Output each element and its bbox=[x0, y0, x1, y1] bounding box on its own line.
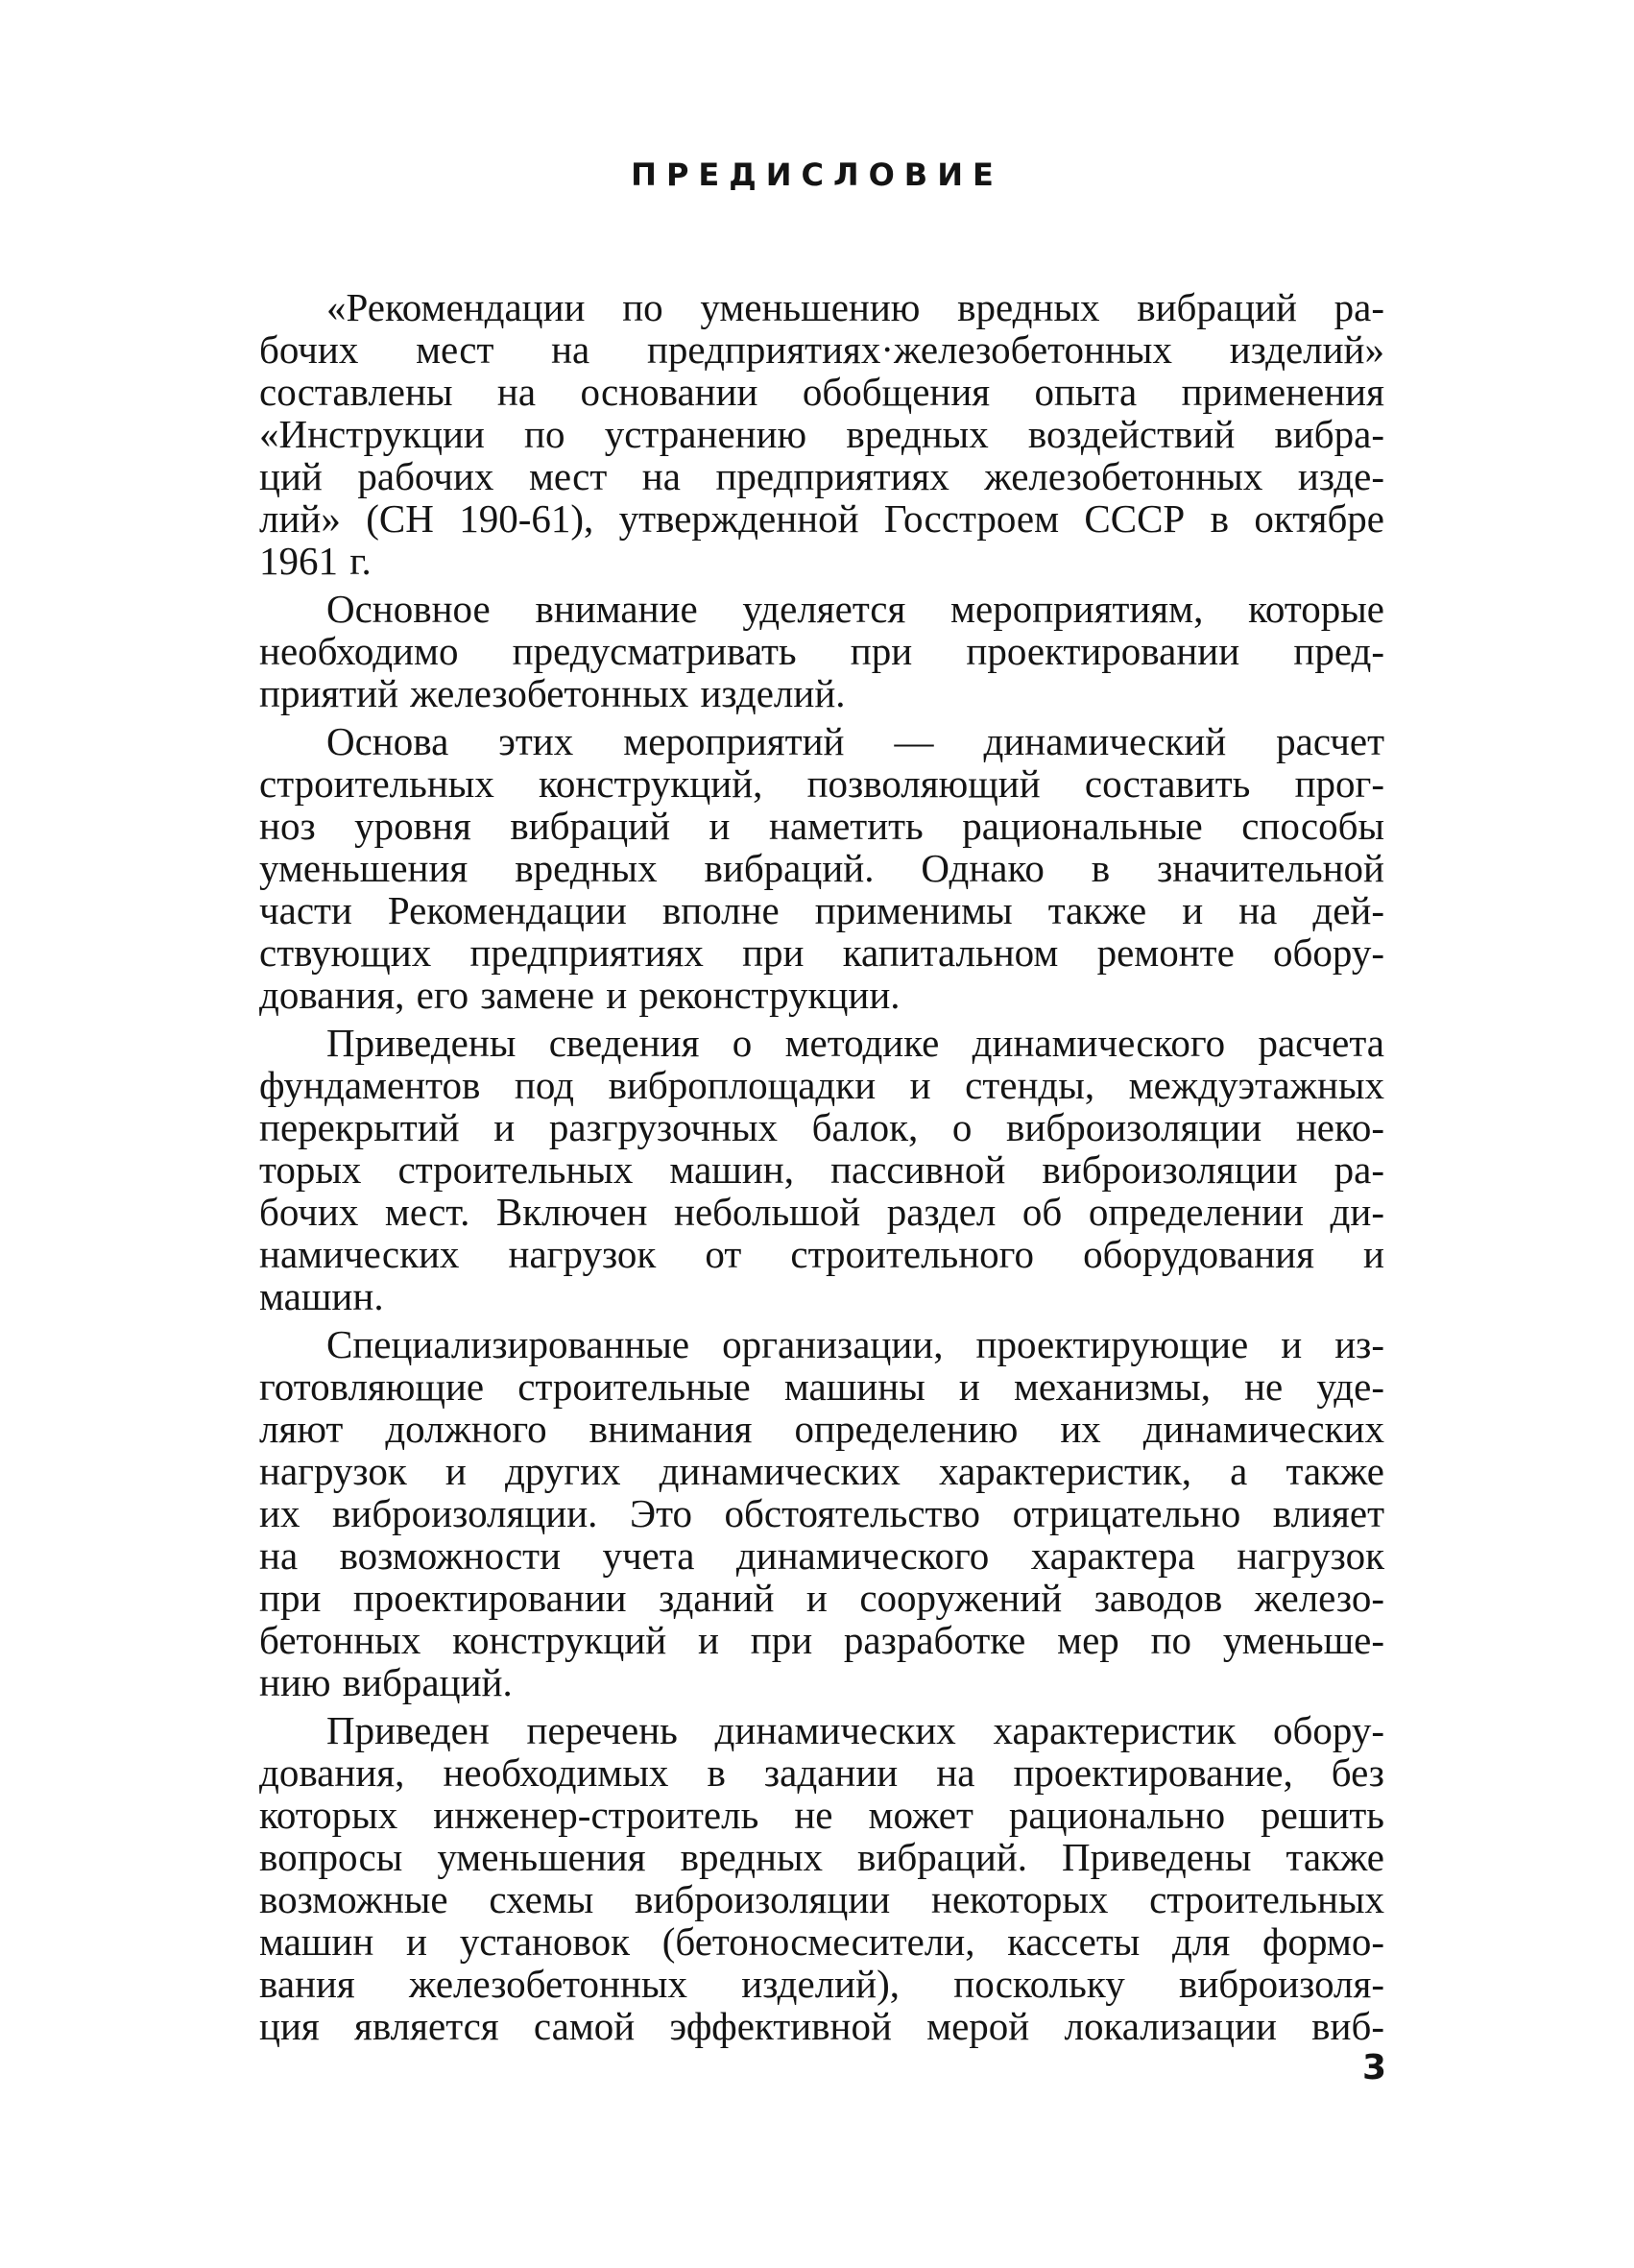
text-line: ляют должного внимания определению их динамических bbox=[259, 1407, 1384, 1451]
text-line: возможные схемы виброизоляции некоторых строительных bbox=[259, 1877, 1384, 1921]
text-line: строительных конструкций, позволяющий составить прог- bbox=[259, 761, 1384, 806]
text-line: нагрузок и других динамических характеристик, а также bbox=[259, 1449, 1384, 1493]
text-line: бочих мест на предприятиях·железобетонных изделий» bbox=[259, 327, 1384, 372]
text-line: Основа этих мероприятий — динамический расчет bbox=[326, 719, 1384, 763]
page-number: 3 bbox=[1361, 2048, 1386, 2087]
text-line: на возможности учета динамического характера нагрузок bbox=[259, 1533, 1384, 1578]
text-line: Основное внимание уделяется мероприятиям, которые bbox=[326, 587, 1384, 631]
paragraph bbox=[259, 286, 1384, 582]
text-line: которых инженер-строитель не может рационально решить bbox=[259, 1793, 1384, 1837]
text-line: дования, необходимых в задании на проектирование, без bbox=[259, 1750, 1384, 1795]
text-line: Приведены сведения о методике динамического расчета bbox=[326, 1021, 1384, 1065]
text-line: приятий железобетонных изделий. bbox=[259, 671, 846, 715]
text-line: Специализированные организации, проектирующие и из- bbox=[326, 1322, 1384, 1366]
text-line: «Рекомендации по уменьшению вредных вибраций ра- bbox=[326, 285, 1384, 329]
text-line: вания железобетонных изделий), поскольку виброизоля- bbox=[259, 1962, 1384, 2006]
text-line: ций рабочих мест на предприятиях железобетонных изде- bbox=[259, 454, 1384, 498]
text-line: ствующих предприятиях при капитальном ремонте обору- bbox=[259, 930, 1384, 975]
text-line: перекрытий и разгрузочных балок, о виброизоляции неко- bbox=[259, 1105, 1384, 1149]
text-line: бочих мест. Включен небольшой раздел об определении ди- bbox=[259, 1190, 1384, 1234]
text-line: дования, его замене и реконструкции. bbox=[259, 973, 901, 1017]
text-line: ноз уровня вибраций и наметить рациональные способы bbox=[259, 804, 1384, 848]
text-line: торых строительных машин, пассивной виброизоляции ра- bbox=[259, 1147, 1384, 1192]
text-line: фундаментов под виброплощадки и стенды, междуэтажных bbox=[259, 1063, 1384, 1107]
text-line: лий» (СН 190-61), утвержденной Госстроем СССР в октябре bbox=[259, 496, 1384, 541]
paragraph bbox=[259, 720, 1384, 1016]
paragraph bbox=[259, 1709, 1384, 2047]
page-title: ПРЕДИСЛОВИЕ bbox=[631, 157, 1003, 193]
text-line: части Рекомендации вполне применимы также и на дей- bbox=[259, 888, 1384, 932]
text-line: ция является самой эффективной мерой локализации виб- bbox=[259, 2004, 1384, 2048]
text-line: намических нагрузок от строительного оборудования и bbox=[259, 1232, 1384, 1276]
paragraph bbox=[259, 1022, 1384, 1317]
text-line: машин и установок (бетоносмесители, кассеты для формо- bbox=[259, 1919, 1384, 1964]
text-line: при проектировании зданий и сооружений заводов железо- bbox=[259, 1576, 1384, 1620]
text-line: Приведен перечень динамических характеристик обору- bbox=[326, 1708, 1384, 1752]
paragraph bbox=[259, 1323, 1384, 1703]
text-line: бетонных конструкций и при разработке мер по уменьше- bbox=[259, 1618, 1384, 1662]
text-line: готовляющие строительные машины и механизмы, не уде- bbox=[259, 1364, 1384, 1409]
text-line: необходимо предусматривать при проектировании пред- bbox=[259, 629, 1384, 673]
text-line: их виброизоляции. Это обстоятельство отрицательно влияет bbox=[259, 1491, 1384, 1535]
text-line: машин. bbox=[259, 1274, 384, 1318]
body-text bbox=[259, 286, 1384, 2047]
text-line: составлены на основании обобщения опыта применения bbox=[259, 370, 1384, 414]
text-line: вопросы уменьшения вредных вибраций. Приведены также bbox=[259, 1835, 1384, 1879]
text-line: уменьшения вредных вибраций. Однако в значительной bbox=[259, 846, 1384, 890]
text-line: 1961 г. bbox=[259, 539, 372, 583]
paragraph bbox=[259, 588, 1384, 714]
text-line: нию вибраций. bbox=[259, 1660, 513, 1704]
text-line: «Инструкции по устранению вредных воздействий вибра- bbox=[259, 412, 1384, 456]
